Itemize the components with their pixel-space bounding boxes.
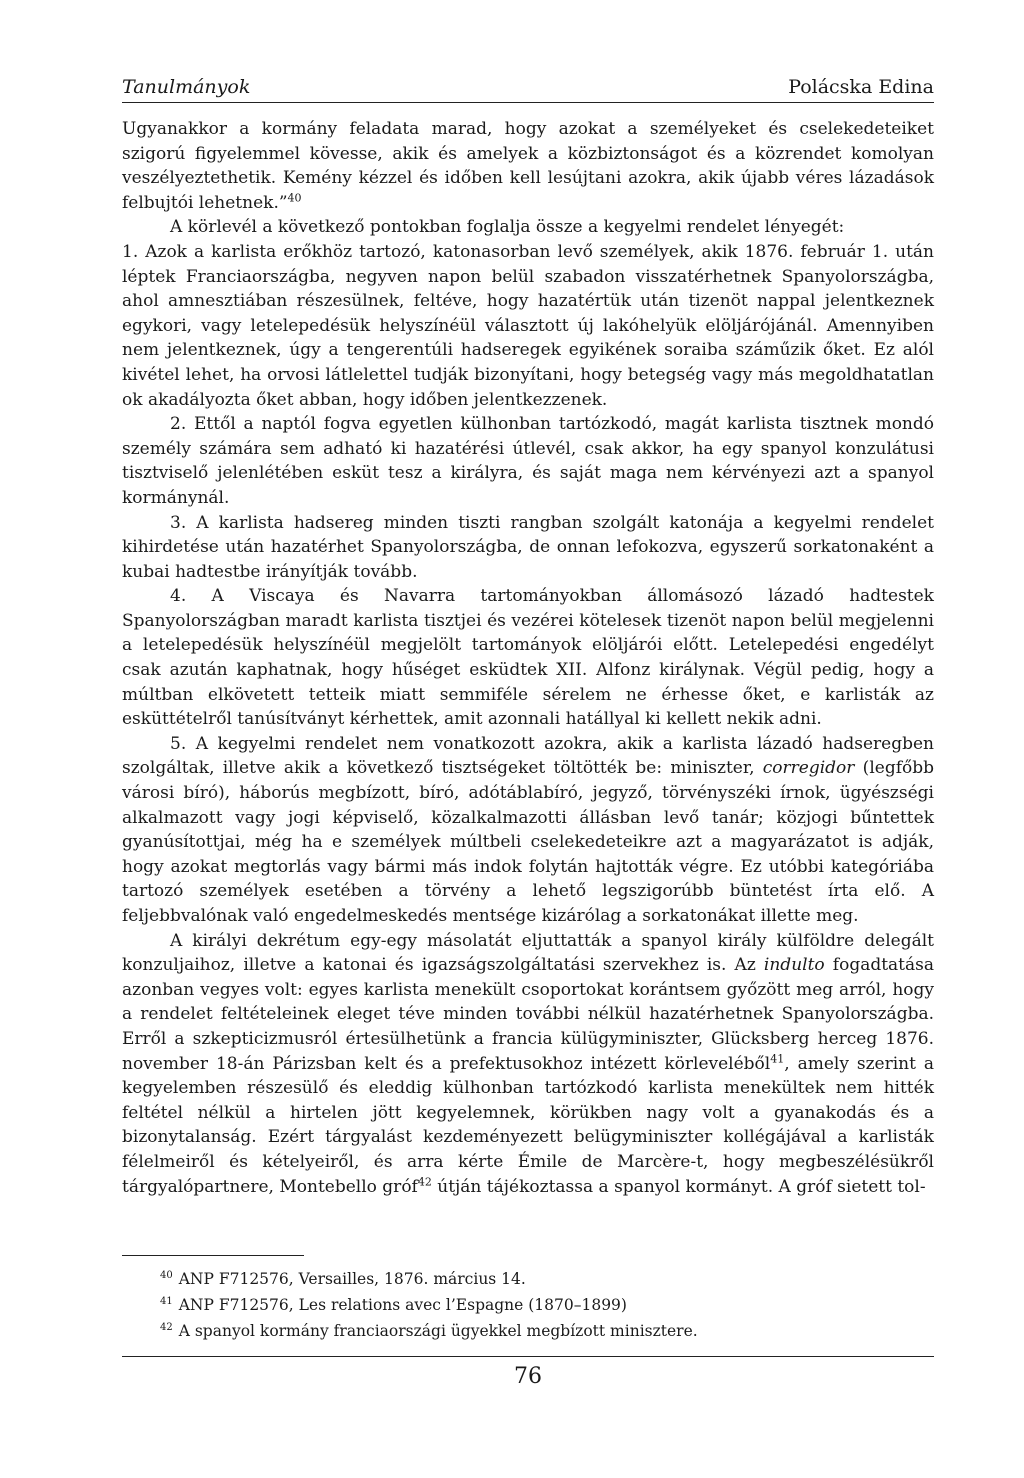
term-corregidor: corregidor <box>762 758 855 779</box>
page-number-divider <box>122 1356 934 1357</box>
footnote-ref-40[interactable]: 40 <box>287 191 302 205</box>
paragraph-quote-end: Ugyanakkor a kormány feladata marad, hogy azokat a személyeket és cselekedeteiket szigorú figyelemmel kövesse, akik és amelyek a közbiztonságot és a közrendet komolyan veszélyeztethetik. Kemény kézzel és időben kell lesújtani azokra, akik újabb véres lázadások felbujtói lehetnek.”$^{40}$ <box>122 119 934 213</box>
list-item-2: 2. Ettől a naptól fogva egyetlen külhonban tartózkodó, magát karlista tisztnek mondó személy számára sem adható ki hazatérési útlevél, csak akkor, ha egy spanyol konzulátusi tisztviselő jelenlétében esküt tesz a királyra, és saját maga nem kérvényezi azt a spanyol kormánynál. <box>122 414 934 508</box>
author-name: Polácska Edina <box>788 76 934 98</box>
footnote-divider <box>122 1255 304 1256</box>
list-item-5: 5. A kegyelmi rendelet nem vonatkozott azokra, akik a karlista lázadó hadseregben szolgáltak, illetve akik a következő tisztségeket töltötték be: miniszter, corregidor (legfőbb városi bíró), háborús megbízott, bíró, adótáblabíró, jegyző, törvényszéki írnok, ügyészségi alkalmazott vagy jogi képviselő, közalkalmazotti állásban levő tanár; közjogi bűntettek gyanúsítottjai, még ha e személyek múltbeli cselekedeteikre azt a magyarázatot is adják, hogy azokat megtorlás vagy bármi más indok folytán hajtották végre. Ez utóbbi kategóriába tartozó személyek esetében a törvény a lehető legszigorúbb büntetést írta elő. A feljebbvalónak való engedelmeskedés mentsége kizárólag a sorkatonákat illette meg. <box>122 733 934 926</box>
list-item-1: 1. Azok a karlista erőkhöz tartozó, katonasorban levő személyek, akik 1876. február 1. után léptek Franciaországba, negyven napon belül szabadon visszatérhetnek Spanyolországba, ahol amnesztiában részesülnek, feltéve, hogy hazatértük után tizenöt nappal jelentkeznek egykori, vagy letelepedésük helyszínéül választott új lakóhelyük elöljárójánál. Amennyiben nem jelentkeznek, úgy a tengerentúli hadseregek egyikének soraiba száműzik őket. Ez alól kivétel lehet, ha orvosi látlelettel tudják bizonyítani, hogy betegség vagy más megoldhatatlan ok akadályozta őket abban, hogy időben jelentkezzenek. <box>122 241 934 410</box>
paragraph-decree: A királyi dekrétum egy-egy másolatát eljuttatták a spanyol király külföldre delegált konzuljaihoz, illetve a katonai és igazságszolgáltatási szervekhez is. Az indulto fogadtatása azonban vegyes volt: egyes karlista menekült csoportokat korántsem győzött meg arról, hogy a rendelet feltételeinek eleget téve minden további nélkül hazatérhetnek Spanyolországba. Erről a szkepticizmusról értesülhetünk a francia külügyminiszter, Glücksberg herceg 1876. november 18-án Párizsban kelt és a prefektusokhoz intézett körleveléből$^{41}$, amely szerint a kegyelemben részesülő és eleddig külhonban tartózkodó karlista menekültek nem hitték feltétel nélkül a hirtelen jött kegyelemnek, körükben nagy volt a gyanakodás és a bizonytalanság. Ezért tárgyalást kezdeményezett belügyminiszter kollégájával a karlisták félelmeiről és kételyeiről, és arra kérte Émile de Marcère-t, hogy megbeszélésükről tárgyalópartnere, Montebello gróf$^{42}$ útján tájékoztassa a spanyol kormányt. A gróf sietett tol- <box>122 930 935 1197</box>
footnote-42: $^{42}$ A spanyol kormány franciaországi ügyekkel megbízott minisztere. <box>160 1321 698 1340</box>
footnote-40: $^{40}$ ANP F712576, Versailles, 1876. március 14. <box>160 1269 526 1288</box>
body-text <box>122 117 934 1199</box>
page-number: 76 <box>514 1364 542 1389</box>
document-page <box>122 72 934 1452</box>
running-header <box>122 72 934 103</box>
paragraph-intro: A körlevél a következő pontokban foglalja össze a kegyelmi rendelet lényegét: <box>170 217 845 238</box>
term-indulto: indulto <box>763 955 825 976</box>
section-title: Tanulmányok <box>122 76 251 98</box>
footnote-ref-41[interactable]: 41 <box>770 1051 785 1065</box>
footnotes <box>122 1266 934 1344</box>
footnote-ref-42[interactable]: 42 <box>417 1174 432 1188</box>
list-item-3: 3. A karlista hadsereg minden tiszti rangban szolgált katonája a kegyelmi rendelet kihirdetése után hazatérhet Spanyolországba, de onnan lefokozva, egyszerű sorkatonaként a kubai hadtestbe irányítják tovább. <box>122 512 934 582</box>
footnote-41: $^{41}$ ANP F712576, Les relations avec l’Espagne (1870–1899) <box>160 1295 627 1314</box>
list-item-4: 4. A Viscaya és Navarra tartományokban állomásozó lázadó hadtestek Spanyolországban maradt karlista tisztjei és vezérei kötelesek tizenöt napon belül megjelenni a letelepedésük helyszínéül megjelölt tartományok elöljárói előtt. Letelepedési engedélyt csak azután kaphatnak, hogy hűséget esküdtek XII. Alfonz királynak. Végül pedig, hogy a múltban elkövetett tetteik miatt semmiféle sérelem ne érhesse őket, e karlisták az esküttételről tanúsítványt kérhettek, amit azonnali hatállyal ki kellett nekik adni. <box>122 586 934 730</box>
